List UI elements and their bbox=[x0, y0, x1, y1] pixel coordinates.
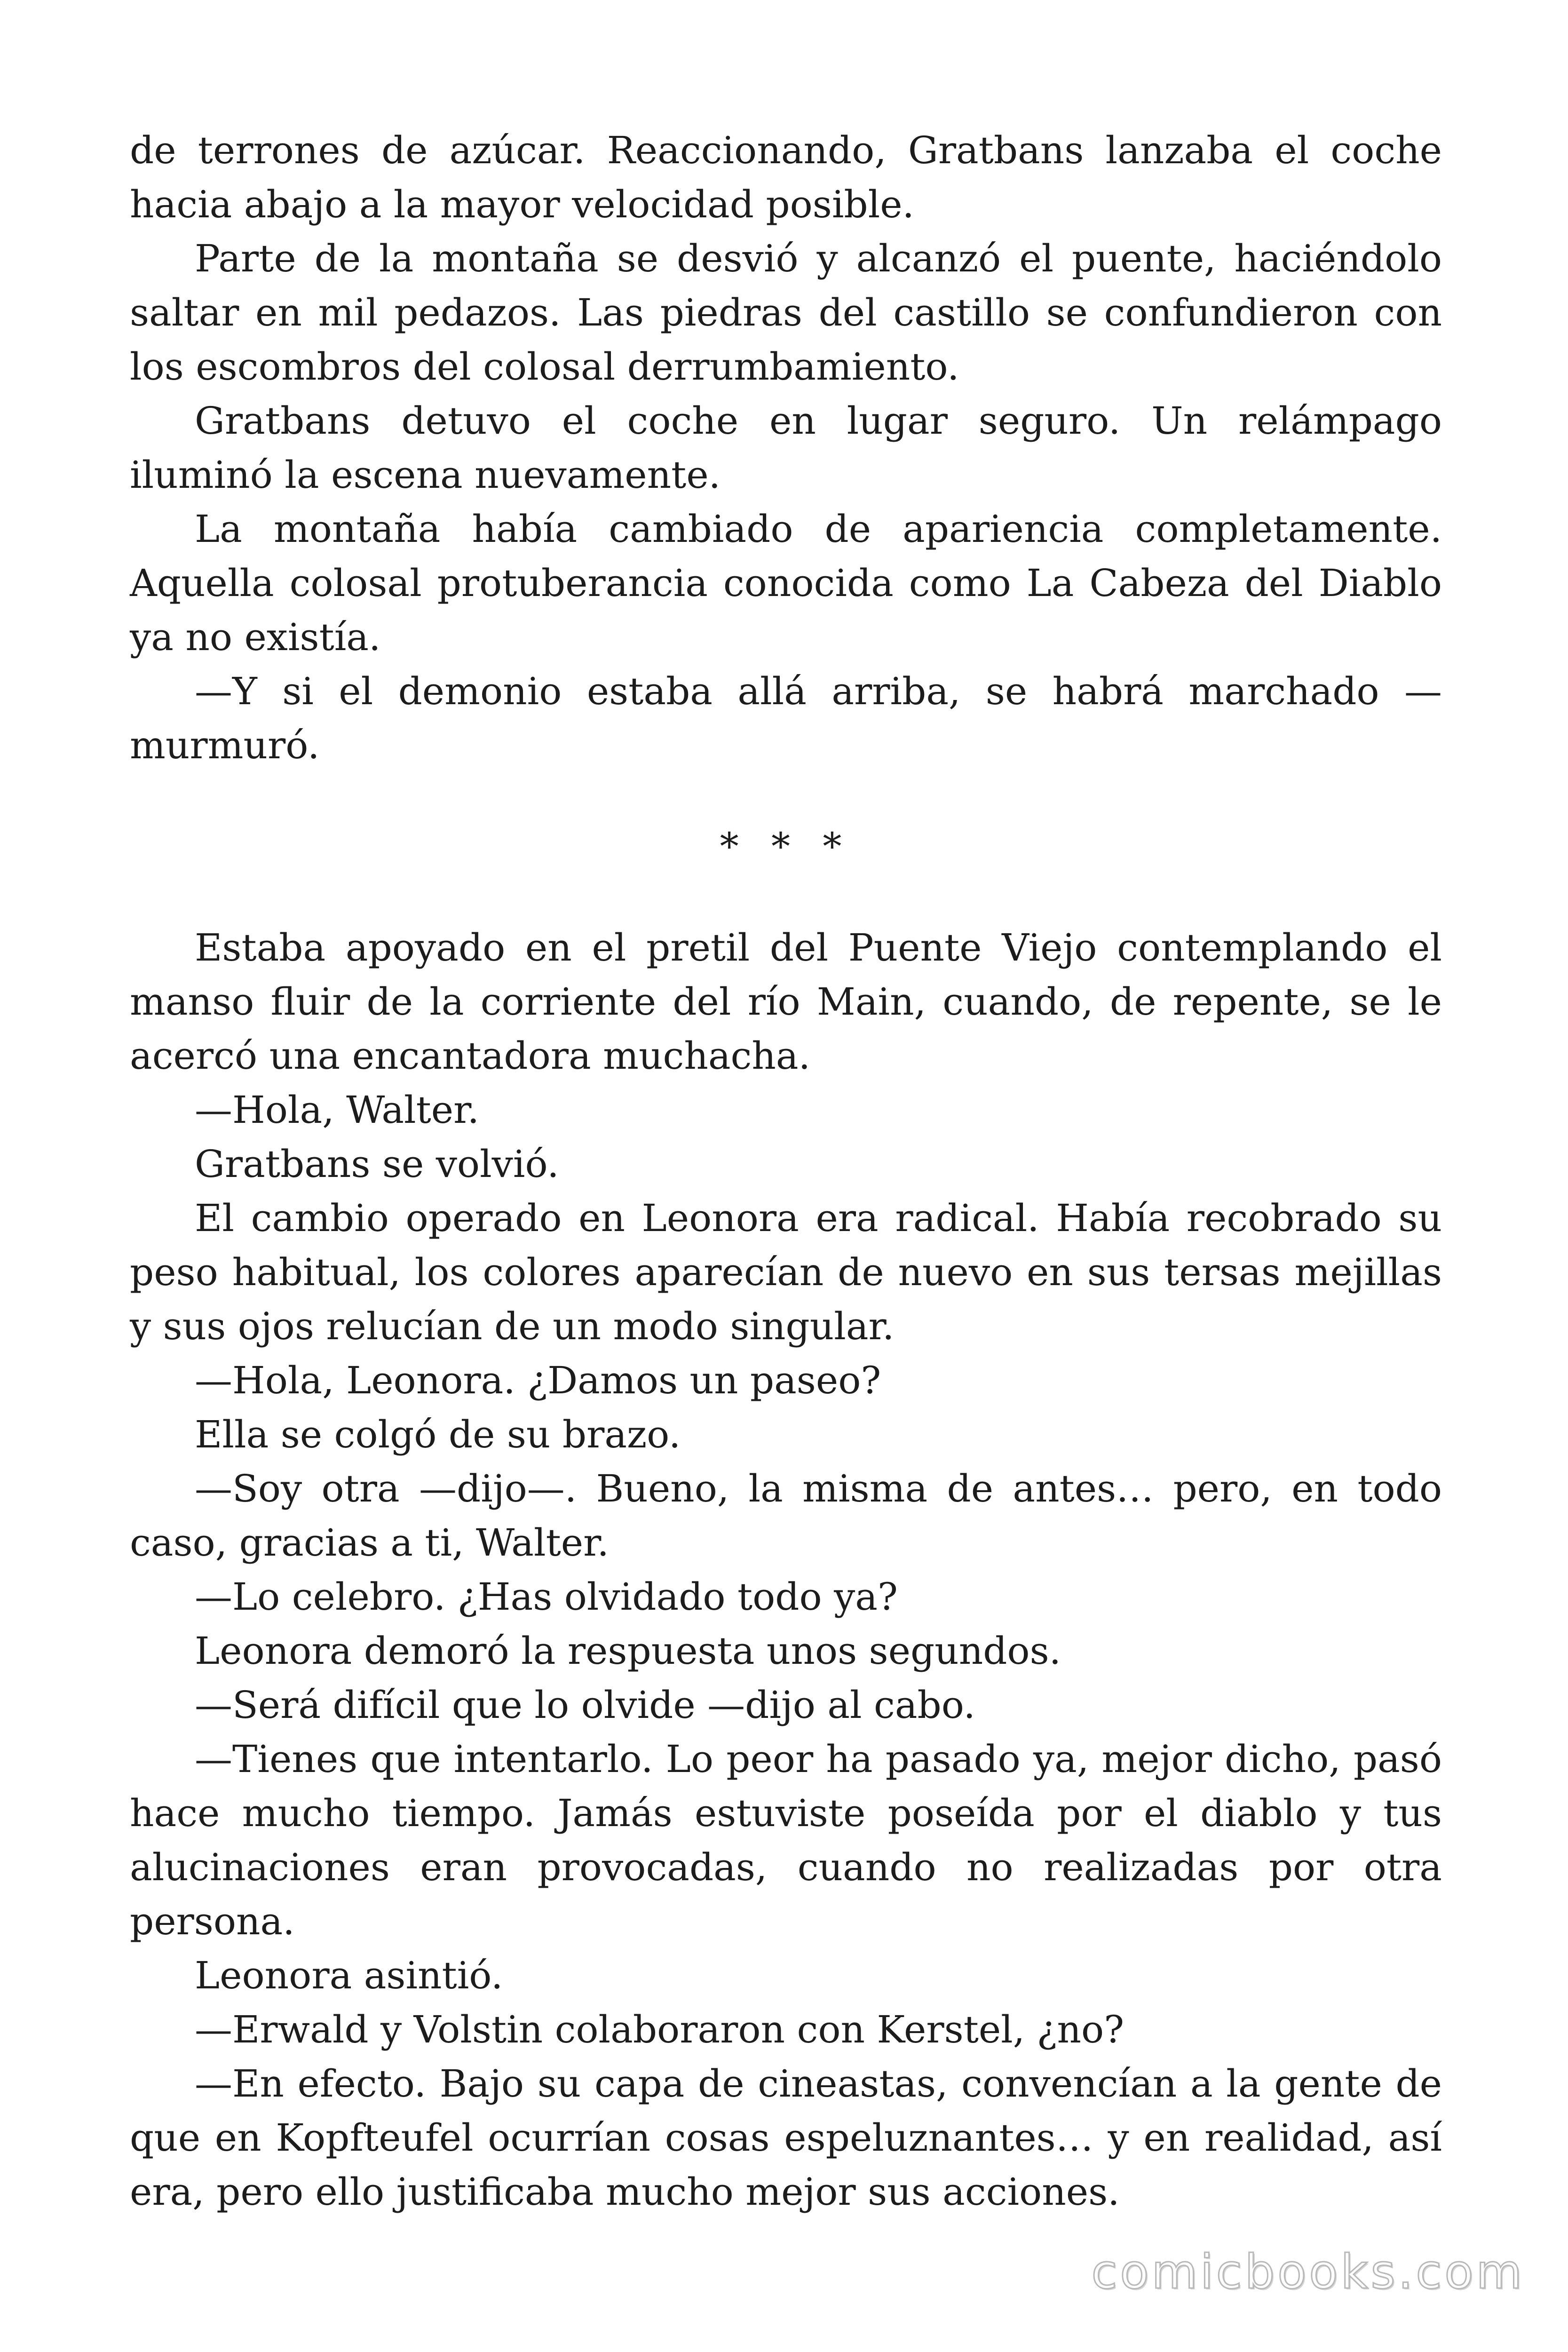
text-block-after bbox=[130, 921, 1442, 2219]
paragraph: —Tienes que intentarlo. Lo peor ha pasado ya, mejor dicho, pasó hace mucho tiempo. Jamás estuviste poseída por el diablo y tus alucinaciones eran provocadas, cuando no realizadas por otra persona. bbox=[130, 1737, 1442, 1943]
paragraph: —Lo celebro. ¿Has olvidado todo ya? bbox=[195, 1575, 898, 1619]
paragraph: —Y si el demonio estaba allá arriba, se habrá marchado —murmuró. bbox=[130, 669, 1442, 767]
watermark: comicbooks.com bbox=[1091, 2244, 1525, 2299]
paragraph: —Será difícil que lo olvide —dijo al cabo. bbox=[195, 1683, 975, 1727]
paragraph: Leonora demoró la respuesta unos segundos. bbox=[195, 1629, 1061, 1673]
paragraph: Estaba apoyado en el pretil del Puente Viejo contemplando el manso fluir de la corriente del río Main, cuando, de repente, se le acercó una encantadora muchacha. bbox=[130, 926, 1442, 1078]
paragraph: La montaña había cambiado de apariencia completamente. Aquella colosal protuberancia conocida como La Cabeza del Diablo ya no existía. bbox=[130, 507, 1442, 659]
paragraph: Gratbans detuvo el coche en lugar seguro. Un relámpago iluminó la escena nuevamente. bbox=[130, 399, 1442, 497]
paragraph: Gratbans se volvió. bbox=[195, 1142, 559, 1186]
paragraph: —Erwald y Volstin colaboraron con Kerstel, ¿no? bbox=[195, 2008, 1125, 2051]
paragraph: de terrones de azúcar. Reaccionando, Gratbans lanzaba el coche hacia abajo a la mayor velocidad posible. bbox=[130, 128, 1442, 226]
section-separator: * * * bbox=[720, 825, 852, 868]
paragraph: Ella se colgó de su brazo. bbox=[195, 1413, 681, 1456]
paragraph: Leonora asintió. bbox=[195, 1954, 503, 1997]
paragraph: El cambio operado en Leonora era radical. Había recobrado su peso habitual, los colores aparecían de nuevo en sus tersas mejillas y sus ojos relucían de un modo singular. bbox=[130, 1196, 1442, 1348]
paragraph: Parte de la montaña se desvió y alcanzó el puente, haciéndolo saltar en mil pedazos. Las piedras del castillo se confundieron con los escombros del colosal derrumbamiento. bbox=[130, 237, 1442, 389]
paragraph: —Hola, Walter. bbox=[195, 1088, 479, 1132]
text-block-before bbox=[130, 123, 1442, 772]
paragraph: —Soy otra —dijo—. Bueno, la misma de antes… pero, en todo caso, gracias a ti, Walter. bbox=[130, 1467, 1442, 1565]
paragraph: —En efecto. Bajo su capa de cineastas, convencían a la gente de que en Kopfteufel ocurrían cosas espeluznantes… y en realidad, así era, pero ello justificaba mucho mejor sus acciones. bbox=[130, 2062, 1442, 2214]
page-body bbox=[130, 123, 1442, 2219]
paragraph: —Hola, Leonora. ¿Damos un paseo? bbox=[195, 1359, 881, 1402]
